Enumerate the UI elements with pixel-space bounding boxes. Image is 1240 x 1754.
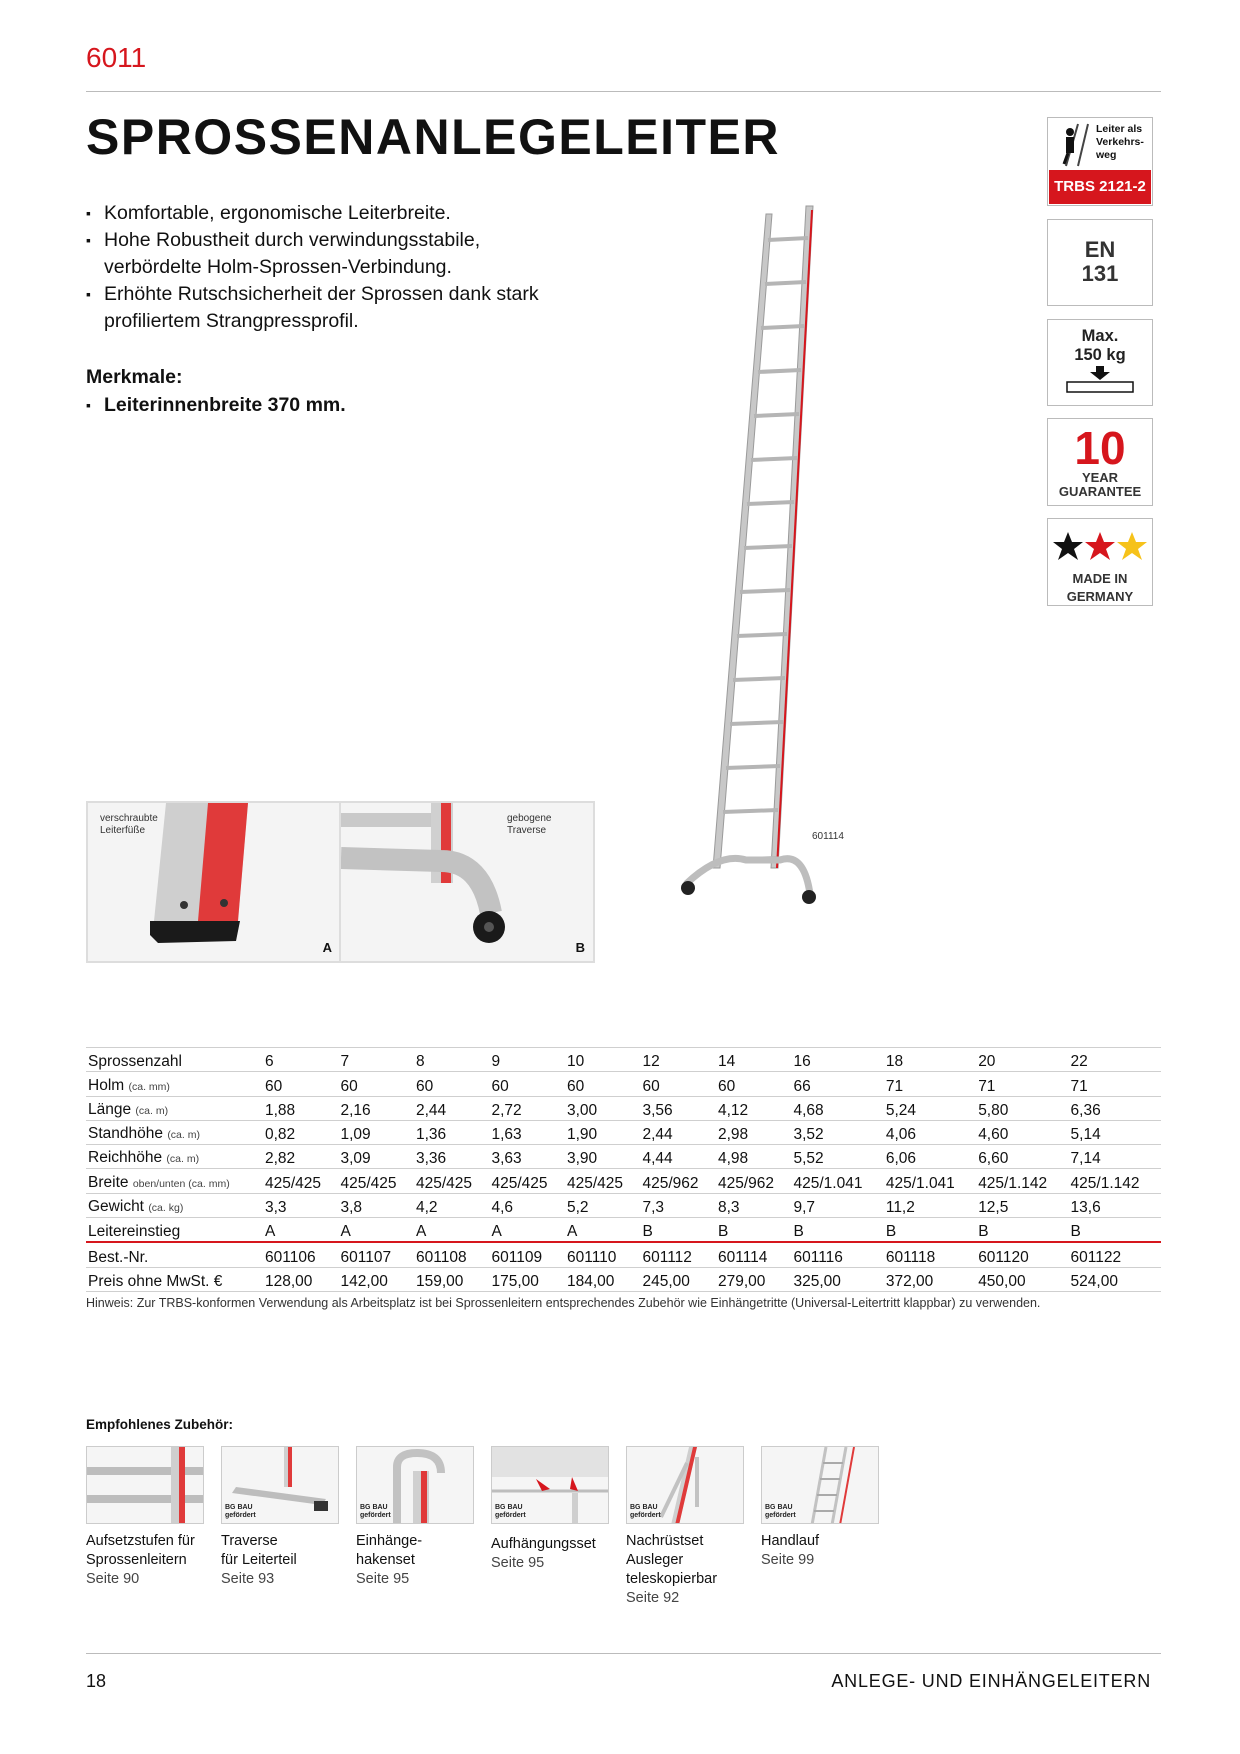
accessory-name-1: Aufsetzstufen für bbox=[86, 1533, 195, 1549]
table-row bbox=[86, 1169, 1161, 1193]
table-cell: 184,00 bbox=[565, 1267, 641, 1291]
row-unit: (ca. m) bbox=[167, 1129, 200, 1142]
row-label: Best.-Nr. bbox=[88, 1248, 149, 1266]
table-cell: 5,24 bbox=[884, 1096, 976, 1120]
row-label: Standhöhe bbox=[88, 1125, 163, 1143]
row-label-cell bbox=[86, 1145, 263, 1169]
table-row bbox=[86, 1072, 1161, 1096]
table-cell: 5,80 bbox=[976, 1096, 1068, 1120]
table-cell: 6 bbox=[263, 1048, 339, 1072]
feature-item: ▪ Hohe Robustheit durch verwindungsstabile, verbördelte Holm-Sprossen-Verbindung. bbox=[86, 227, 546, 281]
accessory-page: Seite 92 bbox=[626, 1590, 680, 1606]
table-cell: 11,2 bbox=[884, 1193, 976, 1217]
verkehrsweg-line-1: Leiter als bbox=[1096, 123, 1143, 135]
table-cell: 4,6 bbox=[490, 1193, 566, 1217]
table-cell: 4,2 bbox=[414, 1193, 490, 1217]
table-cell: 4,44 bbox=[641, 1145, 717, 1169]
row-label: Breite bbox=[88, 1173, 129, 1191]
accessory-image[interactable] bbox=[221, 1446, 339, 1524]
table-cell: 2,44 bbox=[641, 1120, 717, 1144]
accessory-page: Seite 90 bbox=[86, 1571, 140, 1587]
table-cell: 3,56 bbox=[641, 1096, 717, 1120]
product-code: 6011 bbox=[86, 42, 147, 73]
table-cell: 9,7 bbox=[792, 1193, 884, 1217]
table-cell: B bbox=[884, 1218, 976, 1243]
traverse-drawing bbox=[341, 803, 593, 961]
table-cell: 2,44 bbox=[414, 1096, 490, 1120]
table-cell: 4,12 bbox=[716, 1096, 792, 1120]
accessory-page: Seite 93 bbox=[221, 1571, 275, 1587]
table-cell: B bbox=[1069, 1218, 1161, 1243]
accessory-image[interactable] bbox=[761, 1446, 879, 1524]
accessory-page: Seite 95 bbox=[356, 1571, 410, 1587]
table-cell: 4,06 bbox=[884, 1120, 976, 1144]
merkmale-item: ▪ Leiterinnenbreite 370 mm. bbox=[86, 392, 346, 419]
bg-bau-line-2: gefördert bbox=[360, 1512, 391, 1519]
detail-image-feet bbox=[86, 801, 342, 963]
table-cell: 142,00 bbox=[339, 1267, 415, 1291]
accessory-image[interactable] bbox=[626, 1446, 744, 1524]
merkmale-list bbox=[86, 392, 346, 419]
table-cell: 6,36 bbox=[1069, 1096, 1161, 1120]
table-cell: 3,63 bbox=[490, 1145, 566, 1169]
table-cell: 3,00 bbox=[565, 1096, 641, 1120]
table-cell: 3,52 bbox=[792, 1120, 884, 1144]
table-cell: 601118 bbox=[884, 1242, 976, 1267]
accessory-name-3: teleskopierbar bbox=[626, 1571, 718, 1587]
bg-bau-line-1: BG BAU bbox=[765, 1504, 793, 1511]
row-label-cell bbox=[86, 1169, 263, 1193]
table-cell: 16 bbox=[792, 1048, 884, 1072]
section-title: ANLEGE- UND EINHÄNGELEITERN bbox=[831, 1671, 1151, 1691]
table-cell: 71 bbox=[1069, 1072, 1161, 1096]
table-cell: 9 bbox=[490, 1048, 566, 1072]
row-label: Leitereinstieg bbox=[88, 1223, 181, 1241]
table-cell: 8,3 bbox=[716, 1193, 792, 1217]
table-cell: 7 bbox=[339, 1048, 415, 1072]
ladder-climber-icon bbox=[1056, 122, 1090, 168]
guarantee-number: 10 bbox=[1074, 422, 1126, 474]
row-label: Gewicht bbox=[88, 1198, 144, 1216]
accessory-name-2: für Leiterteil bbox=[221, 1552, 297, 1568]
table-cell: 601106 bbox=[263, 1242, 339, 1267]
top-divider bbox=[86, 91, 1161, 92]
made-line-2: GERMANY bbox=[1066, 589, 1134, 604]
accessory-image[interactable] bbox=[86, 1446, 204, 1524]
table-cell: 5,52 bbox=[792, 1145, 884, 1169]
table-cell: 5,14 bbox=[1069, 1120, 1161, 1144]
verkehrsweg-line-2: Verkehrs- bbox=[1096, 136, 1144, 148]
usage-note: Hinweis: Zur TRBS-konformen Verwendung als Arbeitsplatz ist bei Sprossenleitern entsprechendes Zubehör wie Einhängetritte (Universal-Leitertritt klappbar) zu verwenden. bbox=[86, 1296, 1041, 1310]
table-cell: 3,3 bbox=[263, 1193, 339, 1217]
ladder-image bbox=[680, 200, 820, 910]
table-cell: 18 bbox=[884, 1048, 976, 1072]
table-row bbox=[86, 1048, 1161, 1072]
accessory-label[interactable] bbox=[356, 1532, 422, 1589]
table-cell: 71 bbox=[884, 1072, 976, 1096]
row-unit: (ca. kg) bbox=[148, 1202, 184, 1215]
table-cell: 1,09 bbox=[339, 1120, 415, 1144]
bg-bau-line-1: BG BAU bbox=[630, 1504, 658, 1511]
made-line-1: MADE IN bbox=[1072, 571, 1128, 586]
table-cell: A bbox=[490, 1218, 566, 1243]
guarantee-badge bbox=[1047, 418, 1153, 506]
en-line-2: 131 bbox=[1081, 261, 1119, 286]
table-cell: 60 bbox=[414, 1072, 490, 1096]
table-cell: 12,5 bbox=[976, 1193, 1068, 1217]
table-cell: 6,60 bbox=[976, 1145, 1068, 1169]
row-label-cell bbox=[86, 1072, 263, 1096]
table-cell: 245,00 bbox=[641, 1267, 717, 1291]
table-cell: 2,16 bbox=[339, 1096, 415, 1120]
product-image-label: 601114 bbox=[812, 831, 844, 842]
row-label: Länge bbox=[88, 1100, 132, 1118]
detail-letter: A bbox=[322, 940, 332, 955]
feature-item: ▪ Komfortable, ergonomische Leiterbreite. bbox=[86, 200, 546, 227]
accessory-image[interactable] bbox=[491, 1446, 609, 1524]
row-unit: (ca. mm) bbox=[128, 1080, 170, 1093]
table-cell: 4,98 bbox=[716, 1145, 792, 1169]
step-accessory-drawing bbox=[87, 1447, 204, 1524]
accessory-name-1: Traverse bbox=[221, 1533, 278, 1549]
guarantee-line-1: YEAR bbox=[1081, 470, 1119, 485]
accessory-label[interactable] bbox=[491, 1535, 596, 1573]
table-cell: 601110 bbox=[565, 1242, 641, 1267]
table-cell: 425/1.041 bbox=[792, 1169, 884, 1193]
table-cell: B bbox=[641, 1218, 717, 1243]
verkehrsweg-badge bbox=[1047, 117, 1153, 206]
en-131-badge bbox=[1047, 219, 1153, 306]
spec-table bbox=[86, 1047, 1161, 1292]
row-label: Preis ohne MwSt. € bbox=[88, 1272, 223, 1290]
table-cell: 3,36 bbox=[414, 1145, 490, 1169]
row-unit: (ca. m) bbox=[166, 1153, 200, 1166]
row-label-cell bbox=[86, 1193, 263, 1217]
max-load-badge bbox=[1047, 319, 1153, 406]
table-cell: 601114 bbox=[716, 1242, 792, 1267]
merkmale-heading: Merkmale: bbox=[86, 366, 183, 388]
table-cell: 14 bbox=[716, 1048, 792, 1072]
table-cell: 71 bbox=[976, 1072, 1068, 1096]
en-line-1: EN bbox=[1084, 237, 1116, 262]
table-cell: B bbox=[976, 1218, 1068, 1243]
table-cell: 450,00 bbox=[976, 1267, 1068, 1291]
table-cell: 60 bbox=[716, 1072, 792, 1096]
table-cell: 425/425 bbox=[263, 1169, 339, 1193]
detail-letter: B bbox=[575, 940, 585, 955]
table-cell: 66 bbox=[792, 1072, 884, 1096]
table-row bbox=[86, 1218, 1161, 1243]
row-label-cell bbox=[86, 1096, 263, 1120]
table-cell: 2,72 bbox=[490, 1096, 566, 1120]
table-cell: 6,06 bbox=[884, 1145, 976, 1169]
table-cell: 601109 bbox=[490, 1242, 566, 1267]
made-in-germany-badge bbox=[1047, 518, 1153, 606]
table-cell: A bbox=[263, 1218, 339, 1243]
table-cell: 425/425 bbox=[414, 1169, 490, 1193]
table-cell: 8 bbox=[414, 1048, 490, 1072]
accessory-label[interactable] bbox=[761, 1532, 819, 1570]
table-cell: 372,00 bbox=[884, 1267, 976, 1291]
bg-bau-line-1: BG BAU bbox=[495, 1504, 523, 1511]
table-cell: 13,6 bbox=[1069, 1193, 1161, 1217]
table-cell: A bbox=[414, 1218, 490, 1243]
table-cell: 3,90 bbox=[565, 1145, 641, 1169]
bg-bau-line-2: gefördert bbox=[495, 1512, 526, 1519]
bg-bau-line-2: gefördert bbox=[225, 1512, 256, 1519]
table-row bbox=[86, 1096, 1161, 1120]
table-row bbox=[86, 1120, 1161, 1144]
row-label-cell bbox=[86, 1120, 263, 1144]
accessory-name-1: Aufhängungsset bbox=[491, 1536, 596, 1552]
table-row bbox=[86, 1145, 1161, 1169]
row-label: Holm bbox=[88, 1076, 125, 1094]
table-cell: A bbox=[565, 1218, 641, 1243]
accessory-name-1: Einhänge- bbox=[356, 1533, 423, 1549]
table-cell: 1,88 bbox=[263, 1096, 339, 1120]
table-cell: 601116 bbox=[792, 1242, 884, 1267]
bottom-divider bbox=[86, 1653, 1161, 1654]
trbs-norm-label: TRBS 2121-2 bbox=[1049, 170, 1151, 204]
feature-list bbox=[86, 200, 546, 335]
accessory-name-1: Handlauf bbox=[761, 1533, 820, 1549]
table-cell: 4,68 bbox=[792, 1096, 884, 1120]
accessory-name-1: Nachrüstset bbox=[626, 1533, 704, 1549]
table-row bbox=[86, 1193, 1161, 1217]
row-unit: oben/unten (ca. mm) bbox=[132, 1177, 230, 1190]
bg-bau-line-1: BG BAU bbox=[360, 1504, 388, 1511]
three-stars-icon bbox=[1052, 529, 1148, 563]
accessories-heading: Empfohlenes Zubehör: bbox=[86, 1417, 234, 1432]
table-cell: 60 bbox=[339, 1072, 415, 1096]
accessory-name-2: Ausleger bbox=[626, 1552, 684, 1568]
table-cell: 1,63 bbox=[490, 1120, 566, 1144]
max-line-2: 150 kg bbox=[1074, 346, 1126, 364]
table-cell: 7,3 bbox=[641, 1193, 717, 1217]
table-cell: 20 bbox=[976, 1048, 1068, 1072]
table-cell: 60 bbox=[263, 1072, 339, 1096]
table-cell: 175,00 bbox=[490, 1267, 566, 1291]
accessory-label[interactable] bbox=[626, 1532, 717, 1608]
detail-caption-2: Traverse bbox=[507, 825, 547, 836]
table-cell: 12 bbox=[641, 1048, 717, 1072]
table-cell: 601122 bbox=[1069, 1242, 1161, 1267]
table-cell: B bbox=[716, 1218, 792, 1243]
row-label-cell bbox=[86, 1218, 263, 1243]
table-cell: B bbox=[792, 1218, 884, 1243]
accessory-name-2: hakenset bbox=[356, 1552, 415, 1568]
page-title: SPROSSENANLEGELEITER bbox=[86, 109, 780, 165]
table-cell: 425/1.041 bbox=[884, 1169, 976, 1193]
detail-image-traverse bbox=[339, 801, 595, 963]
row-unit: (ca. m) bbox=[135, 1104, 169, 1117]
load-arrow-icon bbox=[1065, 365, 1135, 393]
table-cell: 279,00 bbox=[716, 1267, 792, 1291]
row-label-cell bbox=[86, 1048, 263, 1072]
accessory-page: Seite 99 bbox=[761, 1552, 815, 1568]
table-cell: 425/962 bbox=[716, 1169, 792, 1193]
table-cell: 325,00 bbox=[792, 1267, 884, 1291]
bg-bau-line-2: gefördert bbox=[630, 1512, 661, 1519]
table-cell: 5,2 bbox=[565, 1193, 641, 1217]
detail-caption-1: verschraubte bbox=[100, 813, 158, 824]
table-cell: 0,82 bbox=[263, 1120, 339, 1144]
table-cell: 128,00 bbox=[263, 1267, 339, 1291]
table-cell: 425/962 bbox=[641, 1169, 717, 1193]
table-cell: 1,90 bbox=[565, 1120, 641, 1144]
table-cell: 3,09 bbox=[339, 1145, 415, 1169]
bg-bau-line-2: gefördert bbox=[765, 1512, 796, 1519]
table-cell: 601107 bbox=[339, 1242, 415, 1267]
row-label-cell bbox=[86, 1267, 263, 1291]
table-cell: 425/425 bbox=[565, 1169, 641, 1193]
table-cell: A bbox=[339, 1218, 415, 1243]
table-cell: 425/1.142 bbox=[976, 1169, 1068, 1193]
table-cell: 1,36 bbox=[414, 1120, 490, 1144]
row-label-cell bbox=[86, 1242, 263, 1267]
table-cell: 60 bbox=[565, 1072, 641, 1096]
table-cell: 601112 bbox=[641, 1242, 717, 1267]
table-cell: 22 bbox=[1069, 1048, 1161, 1072]
row-label: Sprossenzahl bbox=[88, 1053, 182, 1071]
accessory-label[interactable] bbox=[86, 1532, 195, 1589]
table-cell: 601120 bbox=[976, 1242, 1068, 1267]
page-number: 18 bbox=[86, 1671, 107, 1691]
table-cell: 2,98 bbox=[716, 1120, 792, 1144]
table-cell: 3,8 bbox=[339, 1193, 415, 1217]
row-label: Reichhöhe bbox=[88, 1149, 163, 1167]
accessory-page: Seite 95 bbox=[491, 1555, 545, 1571]
feature-item: ▪ Erhöhte Rutschsicherheit der Sprossen dank stark profiliertem Strangpressprofil. bbox=[86, 281, 546, 335]
table-cell: 601108 bbox=[414, 1242, 490, 1267]
max-line-1: Max. bbox=[1081, 327, 1119, 345]
table-row bbox=[86, 1267, 1161, 1291]
guarantee-line-2: GUARANTEE bbox=[1058, 484, 1142, 499]
table-cell: 4,60 bbox=[976, 1120, 1068, 1144]
detail-caption-2: Leiterfüße bbox=[100, 825, 146, 836]
verkehrsweg-line-3: weg bbox=[1096, 149, 1117, 161]
table-cell: 425/425 bbox=[339, 1169, 415, 1193]
table-row bbox=[86, 1242, 1161, 1267]
bg-bau-line-1: BG BAU bbox=[225, 1504, 253, 1511]
accessory-label[interactable] bbox=[221, 1532, 297, 1589]
table-cell: 10 bbox=[565, 1048, 641, 1072]
table-cell: 524,00 bbox=[1069, 1267, 1161, 1291]
detail-caption-1: gebogene bbox=[507, 813, 552, 824]
table-cell: 425/425 bbox=[490, 1169, 566, 1193]
table-cell: 60 bbox=[641, 1072, 717, 1096]
table-cell: 7,14 bbox=[1069, 1145, 1161, 1169]
accessory-name-2: Sprossenleitern bbox=[86, 1552, 187, 1568]
table-cell: 2,82 bbox=[263, 1145, 339, 1169]
table-cell: 60 bbox=[490, 1072, 566, 1096]
table-cell: 425/1.142 bbox=[1069, 1169, 1161, 1193]
accessory-image[interactable] bbox=[356, 1446, 474, 1524]
table-cell: 159,00 bbox=[414, 1267, 490, 1291]
